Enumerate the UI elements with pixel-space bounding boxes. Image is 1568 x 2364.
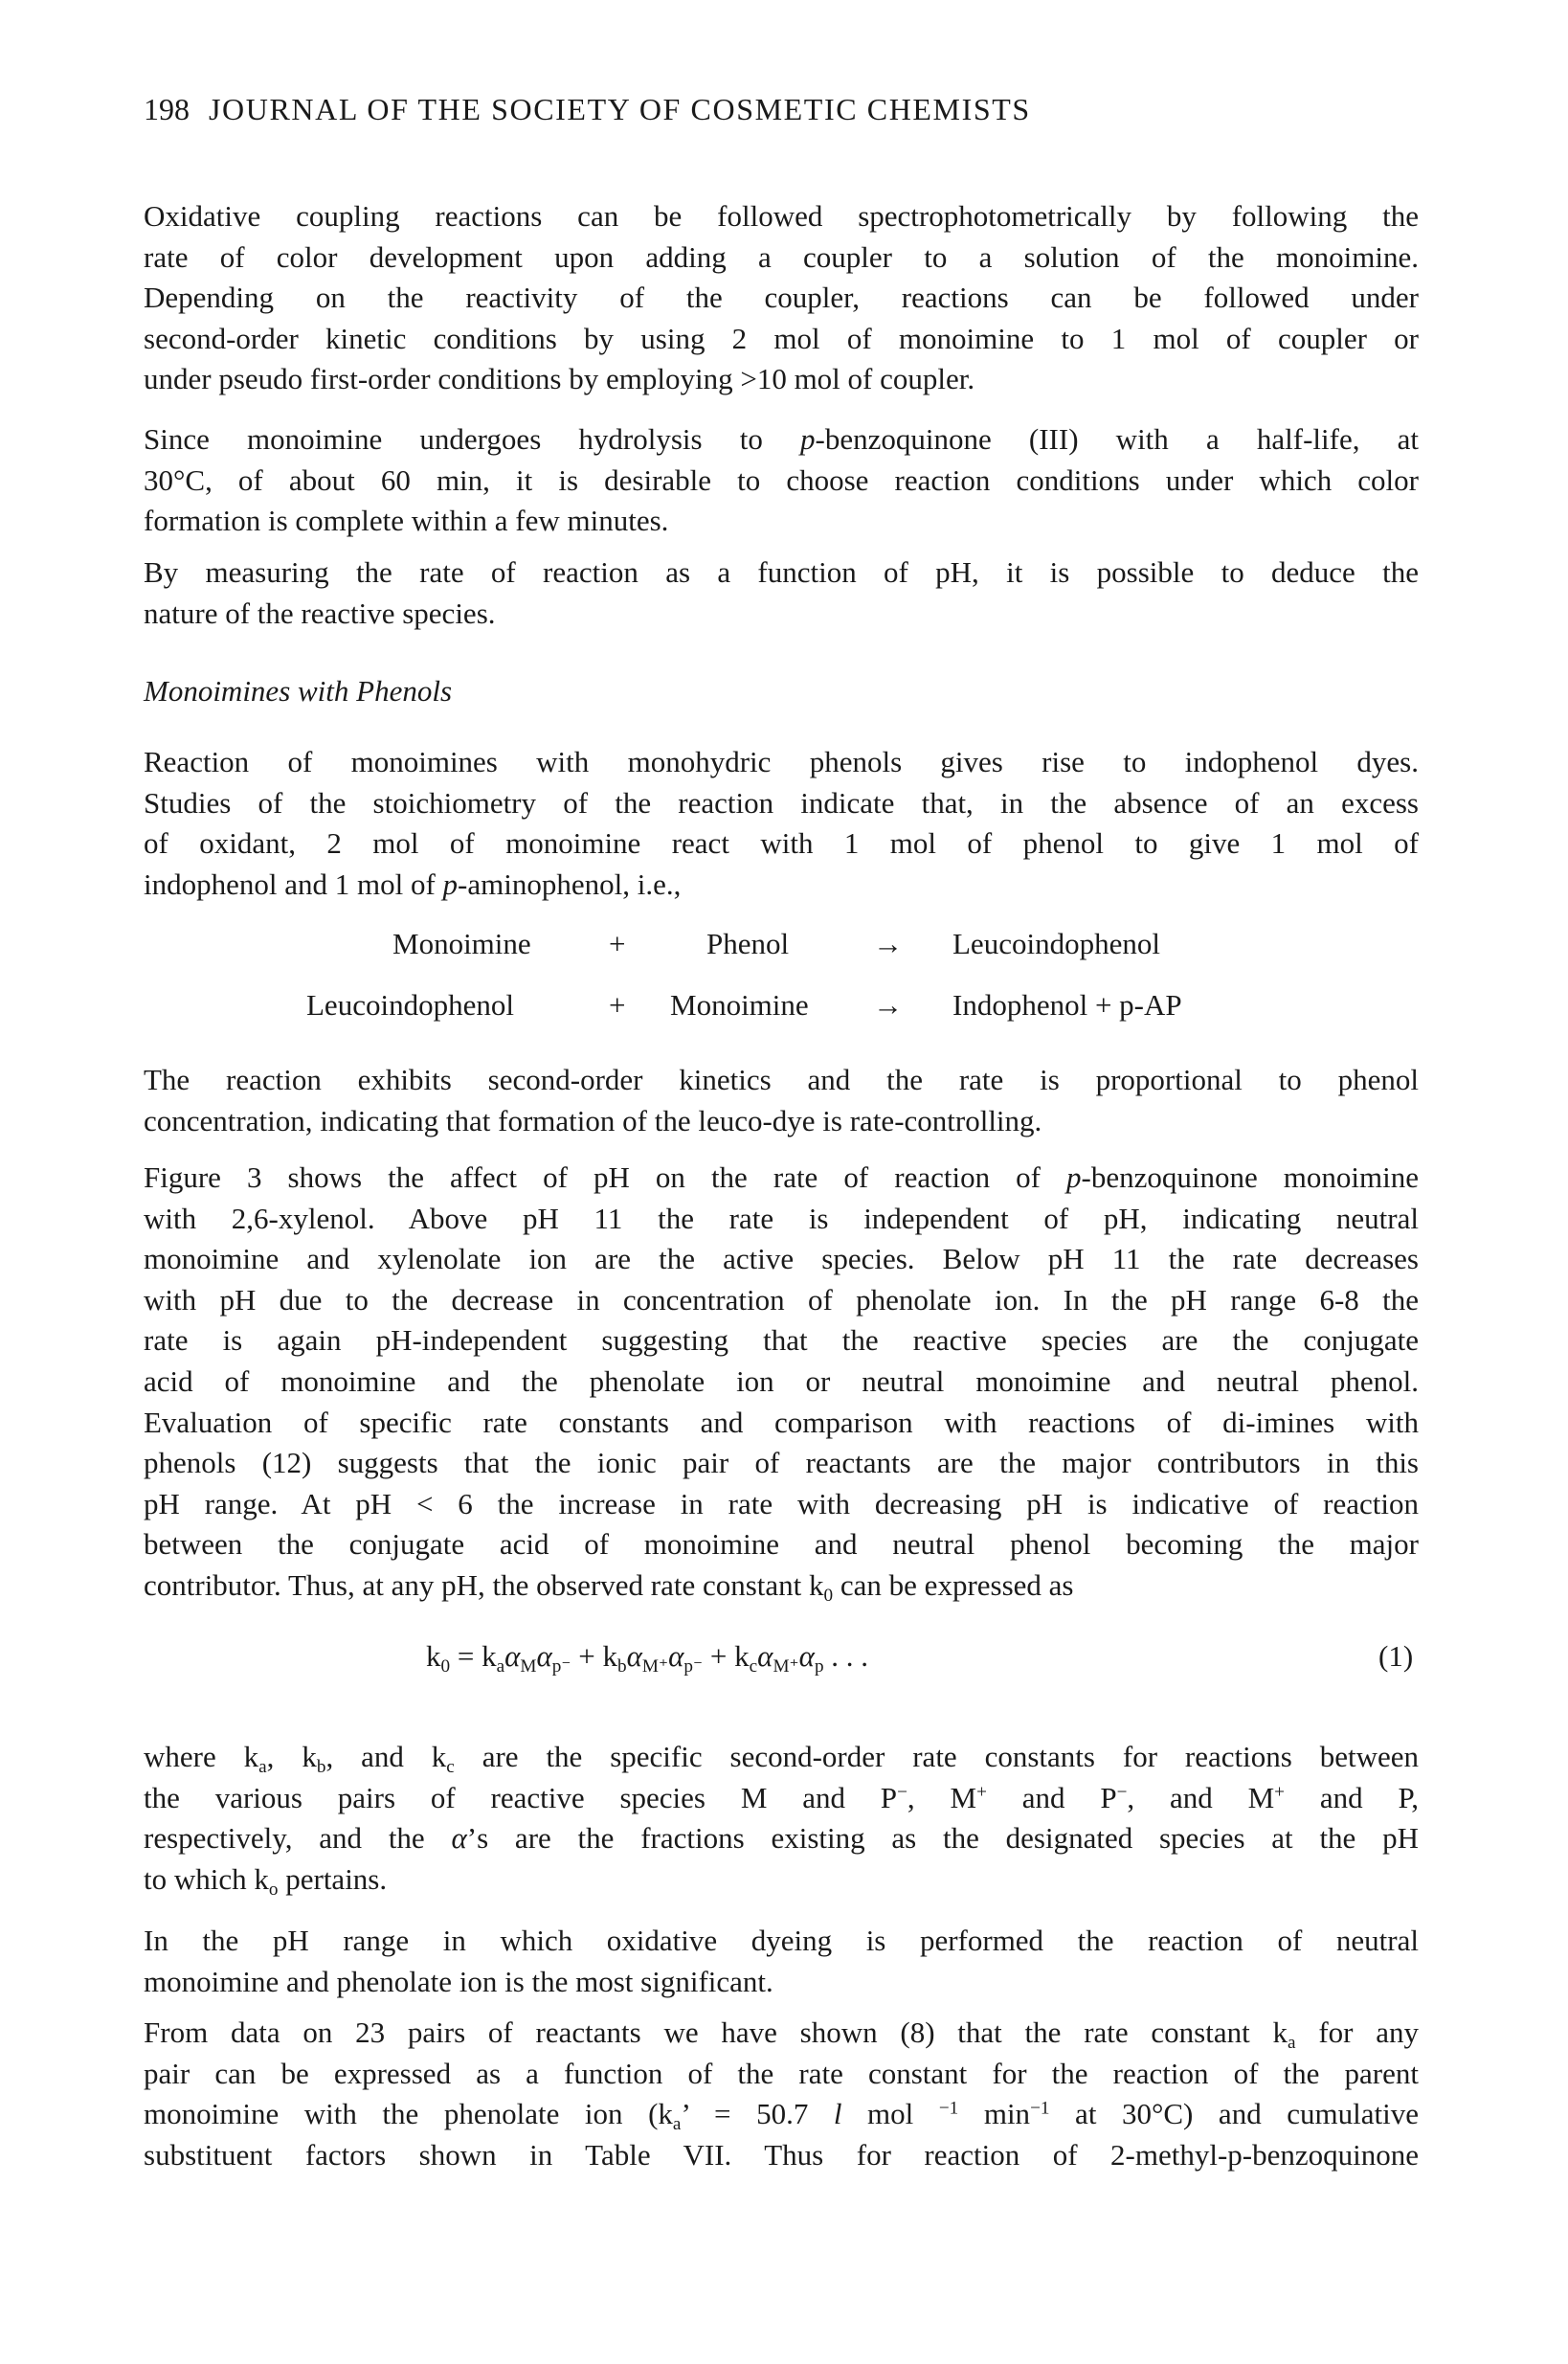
text-line: [144, 359, 1419, 400]
text-run: the various pairs of reactive species M and P: [144, 1780, 898, 1814]
text-line: [144, 2054, 1419, 2095]
subscript: M: [520, 1655, 537, 1677]
subscript: a: [1288, 2032, 1296, 2053]
text-run: Oxidative coupling reactions can be followed spectrophotometrically by following the: [144, 199, 1419, 233]
text-run: formation is complete within a few minutes.: [144, 504, 669, 538]
text-line: [144, 501, 1419, 542]
reaction-1-plus: +: [609, 927, 626, 960]
text-run: -aminophenol, i.e.,: [458, 867, 682, 901]
text-run: at 30°C) and cumulative: [1049, 2097, 1419, 2131]
italic-symbol: α: [757, 1639, 773, 1673]
text-line: [144, 319, 1419, 360]
text-run: min: [958, 2097, 1031, 2131]
text-run: pair can be expressed as a function of the rate constant for the reaction of the parent: [144, 2056, 1419, 2090]
text-run: pertains.: [278, 1861, 388, 1896]
superscript: −: [1116, 1782, 1128, 1803]
text-line: [144, 2094, 1419, 2135]
text-run: + k: [571, 1639, 617, 1673]
text-line: [144, 1320, 1419, 1362]
text-run: with 2,6-xylenol. Above pH 11 the rate is independent of pH, indicating neutral: [144, 1201, 1419, 1235]
text-run: By measuring the rate of reaction as a function of pH, it is possible to deduce the: [144, 555, 1419, 589]
italic-symbol: α: [626, 1639, 642, 1673]
text-line: [144, 1280, 1419, 1321]
text-run: of oxidant, 2 mol of monoimine react with 1 mol of phenol to give 1 mol of: [144, 826, 1419, 861]
text-line: [144, 237, 1419, 279]
text-run: The reaction exhibits second-order kinetics and the rate is proportional to phenol: [144, 1063, 1419, 1096]
paragraph-substituent-factors: [144, 2013, 1419, 2175]
text-run: + k: [703, 1639, 750, 1673]
text-line: [144, 1101, 1419, 1142]
subscript: M⁺: [773, 1655, 799, 1677]
subscript: p: [814, 1655, 824, 1677]
superscript: +: [976, 1782, 987, 1803]
text-line: [144, 196, 1419, 237]
text-line: [144, 1443, 1419, 1484]
text-line: [144, 419, 1419, 461]
text-run: k: [426, 1639, 441, 1673]
text-line: [144, 1962, 1419, 2003]
text-run: acid of monoimine and the phenolate ion or neutral monoimine and neutral phenol.: [144, 1363, 1419, 1398]
text-line: [144, 1403, 1419, 1444]
text-run: can be expressed as: [833, 1567, 1074, 1602]
text-run: From data on 23 pairs of reactants we have shown (8) that the rate constant k: [144, 2015, 1288, 2049]
text-run: with pH due to the decrease in concentration of phenolate ion. In the pH range 6-8 the: [144, 1282, 1419, 1317]
paragraph-figure-3: [144, 1158, 1419, 1607]
text-run: phenols (12) suggests that the ionic pair of reactants are the major contributors in this: [144, 1446, 1419, 1480]
text-line: [144, 1524, 1419, 1565]
text-run: monoimine with the phenolate ion (k: [144, 2097, 673, 2131]
text-run: ’s are the fractions existing as the designated species at the pH: [466, 1821, 1419, 1856]
italic-symbol: α: [451, 1821, 467, 1856]
text-line: [144, 1778, 1419, 1819]
subscript: p⁻: [683, 1655, 704, 1677]
reaction-2-product: Indophenol + p-AP: [952, 988, 1182, 1022]
paragraph-oxidative-coupling: [144, 196, 1419, 400]
subscript: a: [496, 1655, 505, 1677]
italic-symbol: p: [1066, 1160, 1082, 1194]
journal-title: JOURNAL OF THE SOCIETY OF COSMETIC CHEMISTS: [209, 92, 1031, 126]
text-run: second-order kinetic conditions by using 2 mol of monoimine to 1 mol of coupler or: [144, 321, 1419, 355]
italic-symbol: α: [668, 1639, 684, 1673]
subscript: 0: [823, 1585, 834, 1606]
paragraph-hydrolysis: [144, 419, 1419, 542]
reaction-2-arrow-icon: →: [873, 988, 903, 1022]
text-run: , k: [266, 1740, 317, 1773]
text-run: mol: [841, 2097, 939, 2131]
reaction-2-plus: +: [609, 988, 626, 1022]
text-run: , and k: [325, 1740, 447, 1773]
section-heading: Monoimines with Phenols: [144, 674, 453, 708]
italic-symbol: α: [536, 1639, 552, 1673]
text-run: Figure 3 shows the affect of pH on the rate of reaction of: [144, 1160, 1067, 1194]
text-run: monoimine and xylenolate ion are the active species. Below pH 11 the rate decreases: [144, 1242, 1419, 1276]
reaction-2-reactant-2: Monoimine: [670, 988, 809, 1022]
text-line: [144, 594, 1419, 635]
text-run: rate of color development upon adding a coupler to a solution of the monoimine.: [144, 239, 1419, 274]
text-run: , and M: [1127, 1780, 1275, 1814]
text-run: . . .: [823, 1639, 869, 1673]
subscript: b: [617, 1655, 627, 1677]
italic-symbol: p: [800, 422, 816, 456]
text-run: 30°C, of about 60 min, it is desirable to choose reaction conditions under which color: [144, 462, 1419, 497]
text-run: = k: [450, 1639, 497, 1673]
superscript: +: [1274, 1782, 1286, 1803]
text-line: [144, 783, 1419, 824]
equation-1: [426, 1639, 869, 1677]
text-run: Depending on the reactivity of the coupler, reactions can be followed under: [144, 281, 1419, 315]
text-run: are the specific second-order rate constants for reactions between: [454, 1740, 1419, 1773]
subscript: M⁺: [641, 1655, 669, 1677]
text-line: [144, 1239, 1419, 1280]
italic-symbol: α: [798, 1639, 815, 1673]
text-run: Studies of the stoichiometry of the reaction indicate that, in the absence of an excess: [144, 785, 1419, 820]
superscript: −: [897, 1782, 907, 1803]
text-run: indophenol and 1 mol of: [144, 867, 443, 901]
subscript: 0: [440, 1655, 451, 1677]
text-line: [144, 461, 1419, 502]
italic-symbol: α: [504, 1639, 521, 1673]
text-run: Reaction of monoimines with monohydric phenols gives rise to indophenol dyes.: [144, 745, 1419, 778]
text-line: [144, 1565, 1419, 1607]
paragraph-kinetics: [144, 1060, 1419, 1141]
text-line: [144, 2013, 1419, 2054]
text-run: substituent factors shown in Table VII. Thus for reaction of 2-methyl-p-benzoquinone: [144, 2137, 1419, 2172]
text-line: [144, 552, 1419, 594]
text-run: respectively, and the: [144, 1821, 452, 1856]
text-run: , M: [907, 1780, 977, 1814]
text-line: [144, 1859, 1419, 1901]
subscript: b: [316, 1756, 326, 1777]
text-line: [144, 742, 1419, 783]
reaction-1-reactant-1: Monoimine: [392, 927, 531, 960]
subscript: p⁻: [551, 1655, 571, 1677]
italic-symbol: p: [442, 867, 459, 901]
text-run: rate is again pH-independent suggesting that the reactive species are the conjugate: [144, 1323, 1419, 1358]
text-run: concentration, indicating that formation of the leuco-dye is rate-controlling.: [144, 1103, 1042, 1137]
text-run: monoimine and phenolate ion is the most significant.: [144, 1964, 773, 1998]
text-line: [144, 1199, 1419, 1240]
paragraph-rate-constants: [144, 1737, 1419, 1900]
text-run: to which k: [144, 1861, 269, 1896]
text-run: -benzoquinone monoimine: [1081, 1160, 1419, 1194]
text-run: contributor. Thus, at any pH, the observed rate constant k: [144, 1567, 824, 1602]
text-run: nature of the reactive species.: [144, 596, 496, 630]
text-run: and P: [986, 1780, 1117, 1814]
paragraph-ph-measurement: [144, 552, 1419, 634]
text-run: between the conjugate acid of monoimine and neutral phenol becoming the major: [144, 1527, 1419, 1562]
text-line: [144, 1818, 1419, 1859]
text-run: under pseudo first-order conditions by employing >10 mol of coupler.: [144, 362, 975, 396]
subscript: a: [672, 2113, 682, 2134]
text-run: pH range. At pH < 6 the increase in rate with decreasing pH is indicative of reaction: [144, 1486, 1419, 1520]
superscript: −1: [938, 2098, 959, 2119]
text-run: In the pH range in which oxidative dyeing is performed the reaction of neutral: [144, 1924, 1419, 1957]
paragraph-phenol-reaction: [144, 742, 1419, 905]
reaction-2-reactant-1: Leucoindophenol: [306, 988, 514, 1022]
text-run: where k: [144, 1740, 259, 1773]
text-line: [144, 1737, 1419, 1778]
page-number: 198: [144, 92, 190, 126]
running-header: [144, 92, 1031, 127]
text-line: [144, 865, 1419, 906]
text-line: [144, 278, 1419, 319]
text-line: [144, 823, 1419, 865]
text-run: and P,: [1285, 1780, 1419, 1814]
text-line: [144, 1921, 1419, 1962]
text-line: [144, 1060, 1419, 1101]
subscript: a: [258, 1756, 267, 1777]
text-line: [144, 1484, 1419, 1525]
italic-symbol: l: [833, 2097, 842, 2131]
subscript: c: [446, 1756, 455, 1777]
text-run: -benzoquinone (III) with a half-life, at: [815, 422, 1419, 456]
text-run: ’ = 50.7: [681, 2097, 834, 2131]
text-line: [144, 2135, 1419, 2176]
text-run: Since monoimine undergoes hydrolysis to: [144, 422, 801, 456]
reaction-1-reactant-2: Phenol: [706, 927, 790, 960]
superscript: −1: [1030, 2098, 1050, 2119]
subscript: c: [749, 1655, 758, 1677]
reaction-1-product: Leucoindophenol: [952, 927, 1160, 960]
text-run: Evaluation of specific rate constants and comparison with reactions of di-imines with: [144, 1405, 1419, 1439]
text-line: [144, 1158, 1419, 1199]
paragraph-oxidative-dyeing: [144, 1921, 1419, 2002]
equation-number: (1): [1378, 1639, 1414, 1673]
reaction-1-arrow-icon: →: [873, 927, 903, 960]
text-run: for any: [1295, 2015, 1419, 2049]
subscript: o: [268, 1879, 279, 1900]
text-line: [144, 1362, 1419, 1403]
